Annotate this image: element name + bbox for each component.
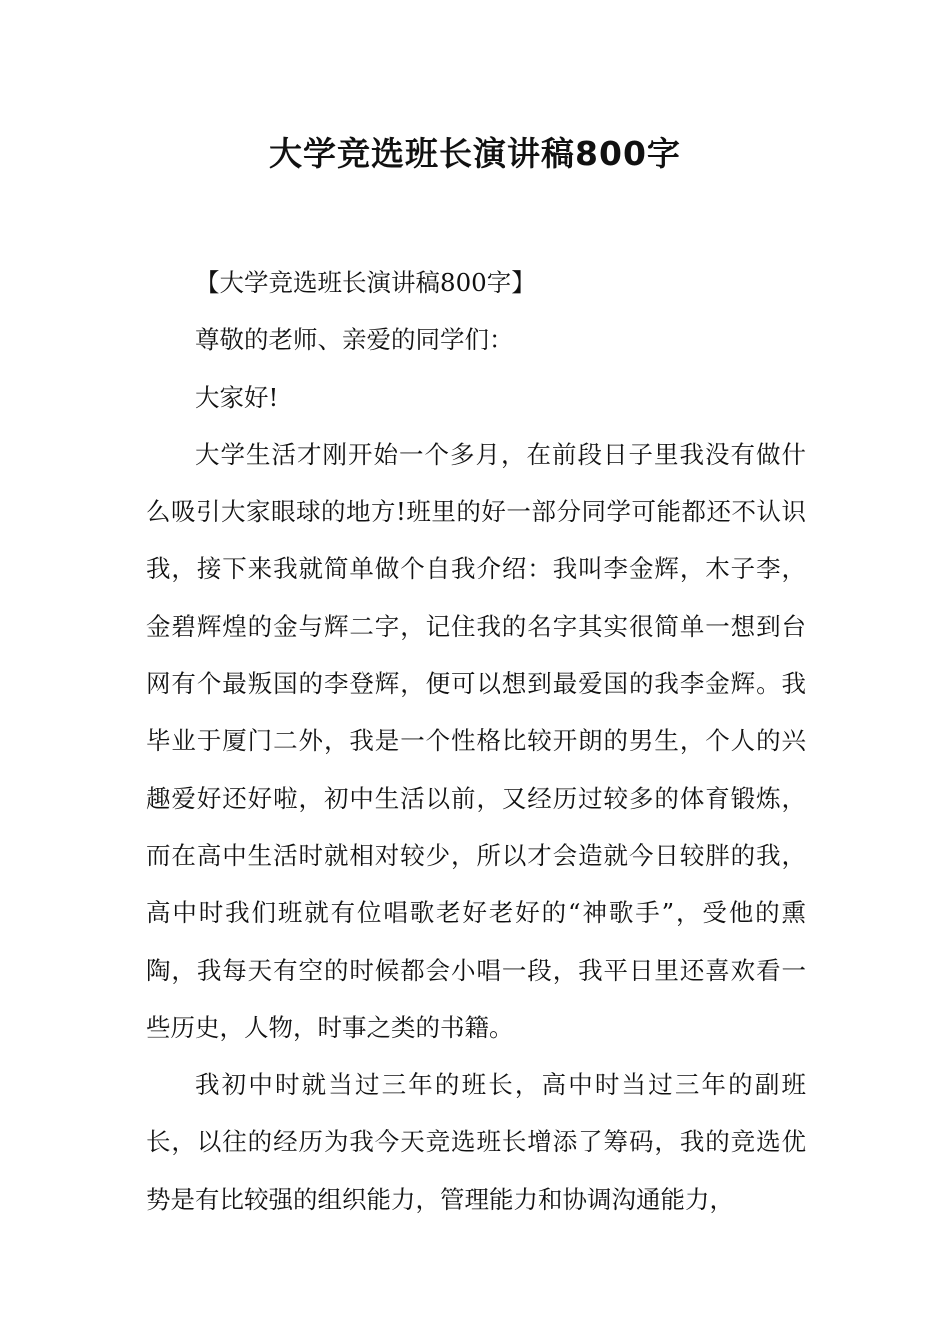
document-title: 大学竞选班长演讲稿800字	[269, 134, 681, 173]
paragraph-salutation: 尊敬的老师、亲爱的同学们：	[195, 325, 514, 355]
paragraph-introduction: 大学生活才刚开始一个多月，在前段日子里我没有做什么吸引大家眼球的地方!班里的好一部分同学可能都还不认识我，接下来我就简单做个自我介绍：我叫李金辉，木子李，金碧辉煌的金与辉二字，记住我的名字其实很简单一想到台网有个最叛国的李登辉，便可以想到最爱国的我李金辉。我毕业于厦门二外，我是一个性格比较开朗的男生，个人的兴趣爱好还好啦，初中生活以前，又经历过较多的体育锻炼，而在高中生活时就相对较少，所以才会造就今日较胖的我，高中时我们班就有位唱歌老好老好的“神歌手”，受他的熏陶，我每天有空的时候都会小唱一段，我平日里还喜欢看一些历史，人物，时事之类的书籍。	[146, 439, 806, 1042]
paragraph-heading: 【大学竞选班长演讲稿800字】	[195, 268, 536, 297]
paragraph-experience: 我初中时就当过三年的班长，高中时当过三年的副班长，以往的经历为我今天竞选班长增添了筹码，我的竞选优势是有比较强的组织能力，管理能力和协调沟通能力，	[146, 1070, 806, 1214]
paragraph-greeting: 大家好!	[195, 382, 279, 412]
document-body	[146, 254, 806, 1228]
